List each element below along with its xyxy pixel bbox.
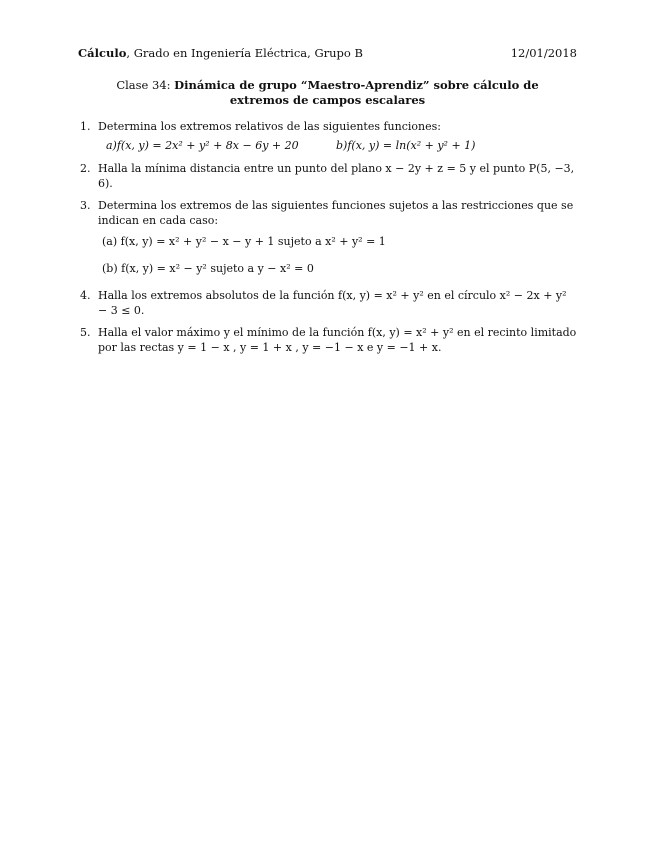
problem-1 xyxy=(78,120,577,154)
subpart-a: (a) f(x, y) = x² + y² − x − y + 1 sujeto a x² + y² = 1 xyxy=(102,235,386,249)
course-line xyxy=(78,46,363,62)
problem-text: Halla los extremos absolutos de la función f(x, y) = x² + y² en el círculo x² − 2x + y² − 3 ≤ 0. xyxy=(98,288,567,317)
problem-text: Determina los extremos relativos de las siguientes funciones: xyxy=(98,120,441,133)
problem-text: Halla el valor máximo y el mínimo de la función f(x, y) = x² + y² en el recinto limitado por las rectas y = 1 − x , y = 1 + x , y = −1 − x e y = −1 + x. xyxy=(98,326,577,355)
problem-number: 1. xyxy=(80,120,91,133)
title-prefix: Clase 34: xyxy=(116,78,175,92)
problem-3 xyxy=(78,199,577,276)
problem-text: Determina los extremos de las siguientes funciones sujetos a las restricciones que se indican en cada caso: xyxy=(98,199,574,228)
problem-number: 4. xyxy=(80,288,91,302)
problem-number: 3. xyxy=(80,199,91,213)
header-date: 12/01/2018 xyxy=(510,46,577,60)
course-name: Cálculo xyxy=(78,46,127,60)
problem-5 xyxy=(78,326,577,356)
course-details: , Grado en Ingeniería Eléctrica, Grupo B xyxy=(126,46,363,60)
subpart-a: a)f(x, y) = 2x² + y² + 8x − 6y + 20 xyxy=(106,138,299,152)
title-bold: Dinámica de grupo “Maestro-Aprendiz” sobre cálculo de extremos de campos escalares xyxy=(174,78,539,107)
problem-list xyxy=(78,120,577,364)
problem-4 xyxy=(78,289,577,319)
problem-number: 5. xyxy=(80,326,91,340)
subpart-b: b)f(x, y) = ln(x² + y² + 1) xyxy=(336,138,476,152)
problem-number: 2. xyxy=(80,161,91,175)
problem-subparts xyxy=(98,235,577,277)
subpart-b: (b) f(x, y) = x² − y² sujeto a y − x² = 0 xyxy=(102,261,314,275)
problem-subparts xyxy=(98,139,577,154)
problem-text: Halla la mínima distancia entre un punto del plano x − 2y + z = 5 y el punto P(5, −3, 6). xyxy=(98,161,575,190)
page-header xyxy=(78,46,577,62)
page-title xyxy=(90,78,565,108)
problem-2 xyxy=(78,162,577,192)
